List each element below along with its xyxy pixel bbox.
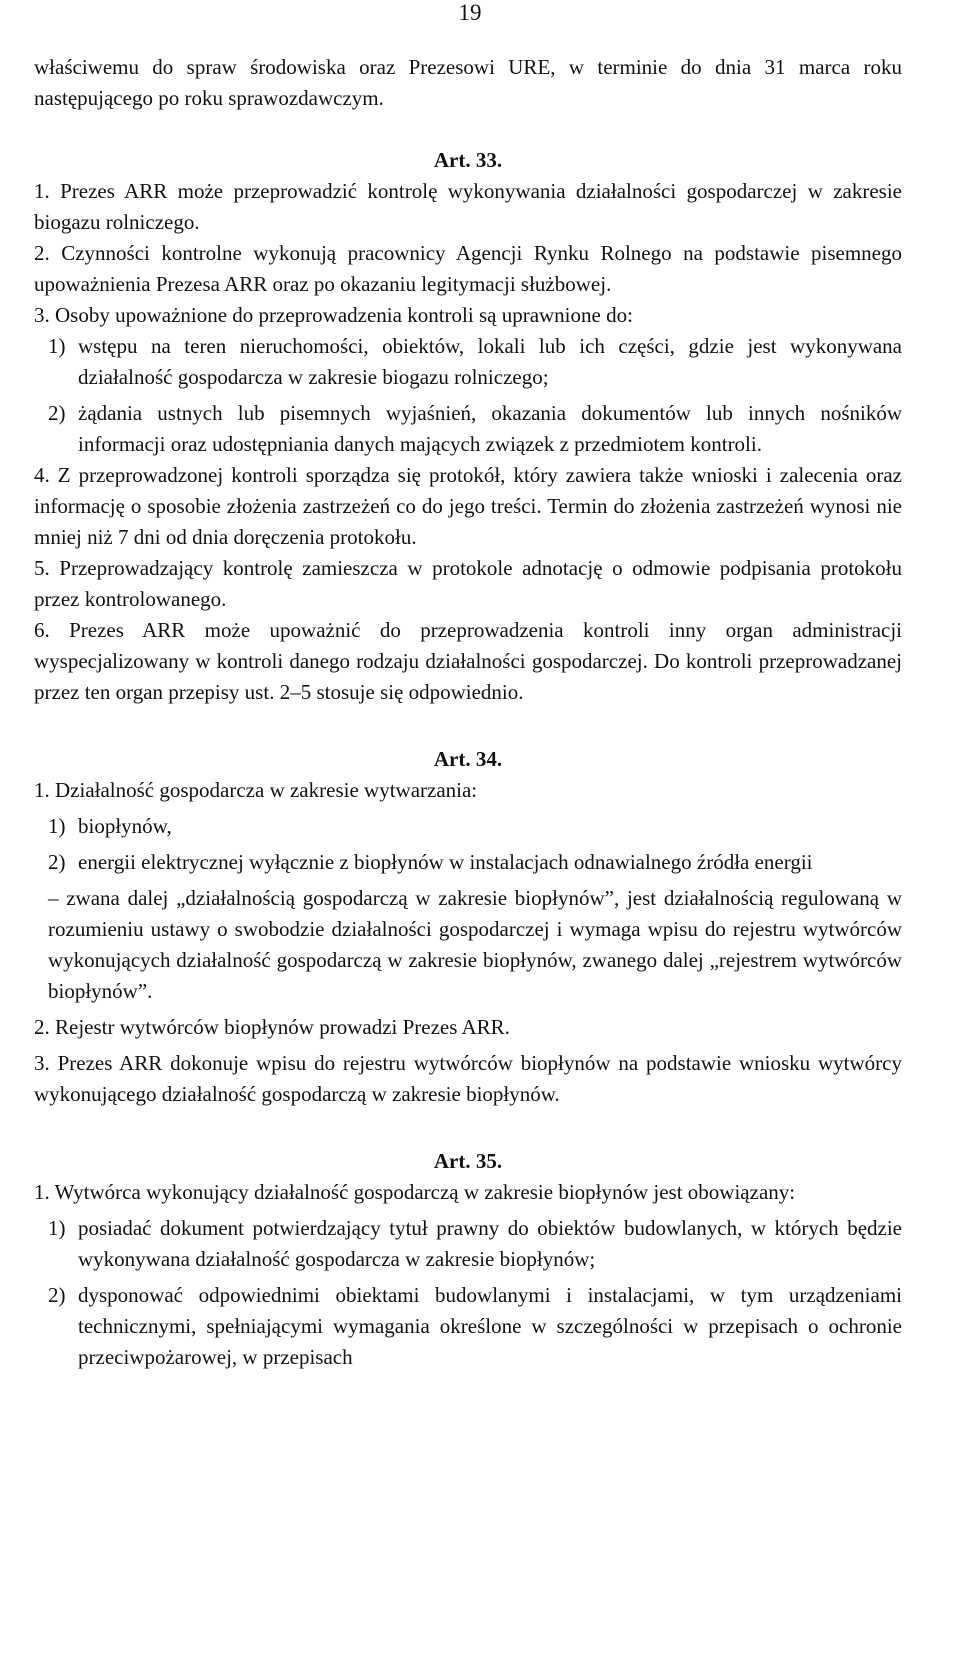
point-number: 1): [48, 1216, 66, 1240]
article-34: [34, 744, 902, 1110]
art35-paragraph-1: 1. Wytwórca wykonujący działalność gospodarczą w zakresie biopłynów jest obowiązany:: [34, 1180, 796, 1204]
art33-paragraph-5: 5. Przeprowadzający kontrolę zamieszcza w protokole adnotację o odmowie podpisania protokołu przez kontrolowanego.: [34, 556, 902, 611]
intro-paragraph: właściwemu do spraw środowiska oraz Prezesowi URE, w terminie do dnia 31 marca roku następującego po roku sprawozdawczym.: [34, 55, 902, 110]
article-33: [34, 145, 902, 708]
art33-paragraph-4: 4. Z przeprowadzonej kontroli sporządza się protokół, który zawiera także wnioski i zalecenia oraz informację o sposobie złożenia zastrzeżeń co do jego treści. Termin do złożenia zastrzeżeń wynosi nie mniej niż 7 dni od dnia doręczenia protokołu.: [34, 463, 902, 549]
art33-paragraph-2: 2. Czynności kontrolne wykonują pracownicy Agencji Rynku Rolnego na podstawie pisemnego upoważnienia Prezesa ARR oraz po okazaniu legitymacji służbowej.: [34, 241, 902, 296]
art34-p1-point-1: [48, 811, 902, 842]
point-number: 2): [48, 1283, 66, 1307]
point-text: żądania ustnych lub pisemnych wyjaśnień, okazania dokumentów lub innych nośników informacji oraz udostępniania danych mających związek z przedmiotem kontroli.: [78, 401, 902, 456]
art35-p1-point-2: [48, 1280, 902, 1373]
point-text: dysponować odpowiednimi obiektami budowlanymi i instalacjami, w tym urządzeniami technicznymi, spełniającymi wymagania określone w szczególności w przepisach o ochronie przeciwpożarowej, w przepisach: [78, 1283, 902, 1369]
point-number: 1): [48, 334, 66, 358]
art34-p1-point-2: [48, 847, 902, 878]
art34-paragraph-2: 2. Rejestr wytwórców biopłynów prowadzi Prezes ARR.: [34, 1015, 510, 1039]
art33-paragraph-3: 3. Osoby upoważnione do przeprowadzenia kontroli są uprawnione do:: [34, 303, 633, 327]
article-34-heading: Art. 34.: [433, 747, 503, 771]
art34-paragraph-3: 3. Prezes ARR dokonuje wpisu do rejestru wytwórców biopłynów na podstawie wniosku wytwórcy wykonującego działalność gospodarczą w zakresie biopłynów.: [34, 1051, 902, 1106]
art33-p3-point-2: [48, 398, 902, 460]
point-text: wstępu na teren nieruchomości, obiektów, lokali lub ich części, gdzie jest wykonywana działalność gospodarcza w zakresie biogazu rolniczego;: [78, 334, 902, 389]
article-35: [34, 1146, 902, 1373]
art34-paragraph-1: 1. Działalność gospodarcza w zakresie wytwarzania:: [34, 778, 478, 802]
point-text: posiadać dokument potwierdzający tytuł prawny do obiektów budowlanych, w których będzie wykonywana działalność gospodarcza w zakresie biopłynów;: [78, 1216, 902, 1271]
point-number: 2): [48, 401, 66, 425]
art33-p3-point-1: [48, 331, 902, 393]
page-number: 19: [458, 0, 482, 25]
art35-p1-point-1: [48, 1213, 902, 1275]
article-35-heading: Art. 35.: [433, 1149, 503, 1173]
art33-paragraph-1: 1. Prezes ARR może przeprowadzić kontrolę wykonywania działalności gospodarczej w zakresie biogazu rolniczego.: [34, 179, 902, 234]
point-number: 1): [48, 814, 66, 838]
point-text: energii elektrycznej wyłącznie z biopłynów w instalacjach odnawialnego źródła energii: [78, 850, 813, 874]
point-number: 2): [48, 850, 66, 874]
article-33-heading: Art. 33.: [433, 148, 503, 172]
art34-p1-definition: – zwana dalej „działalnością gospodarczą w zakresie biopłynów”, jest działalnością regulowaną w rozumieniu ustawy o swobodzie działalności gospodarczej i wymaga wpisu do rejestru wytwórców wykonujących działalność gospodarczą w zakresie biopłynów, zwanego dalej „rejestrem wytwórców biopłynów”.: [48, 886, 902, 1003]
document-body: [34, 52, 902, 1373]
point-text: biopłynów,: [78, 814, 172, 838]
art33-paragraph-6: 6. Prezes ARR może upoważnić do przeprowadzenia kontroli inny organ administracji wyspecjalizowany w kontroli danego rodzaju działalności gospodarczej. Do kontroli przeprowadzanej przez ten organ przepisy ust. 2–5 stosuje się odpowiednio.: [34, 618, 902, 704]
